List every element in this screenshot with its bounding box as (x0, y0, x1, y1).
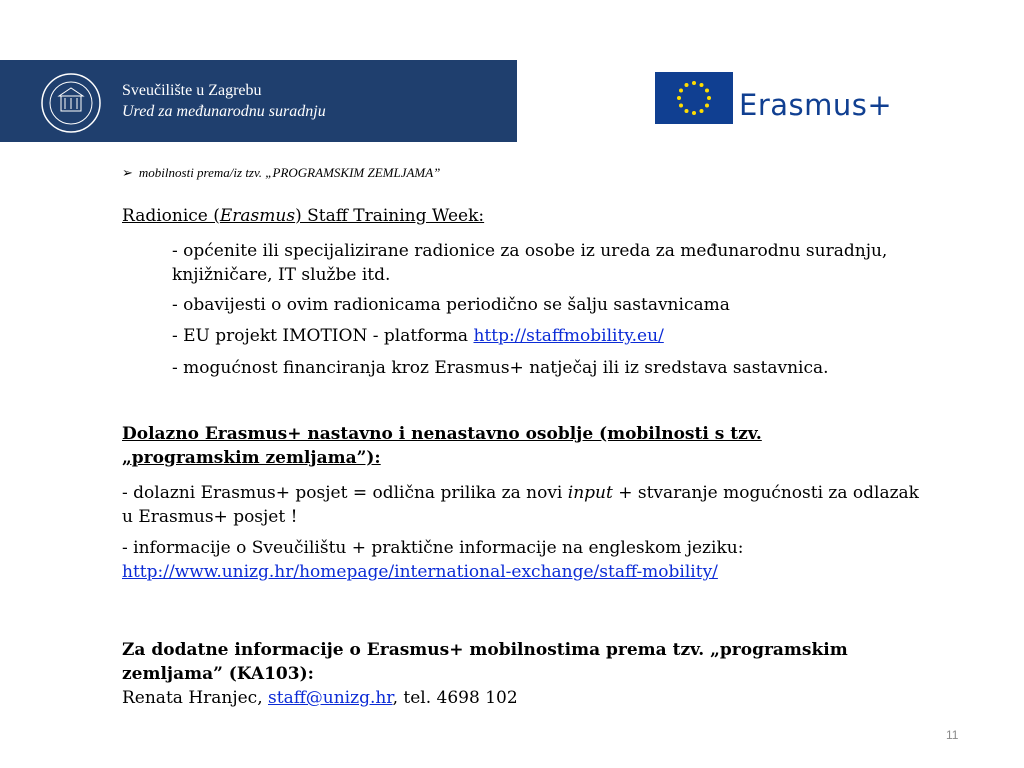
list-item-imotion (172, 324, 664, 348)
page-number: 11 (946, 728, 959, 742)
university-name: Sveučilište u Zagrebu (122, 82, 262, 99)
contact-email-link[interactable]: staff@unizg.hr (268, 688, 393, 708)
list-item: - obavijesti o ovim radionicama periodično se šalju sastavnicama (172, 295, 730, 315)
bullet-heading-text: mobilnosti prema/iz tzv. „PROGRAMSKIM ZEMLJAMA” (138, 165, 441, 180)
section2-title-line2: „programskim zemljama”): (122, 448, 381, 468)
contact-line (122, 686, 518, 710)
section1-title-prefix: Radionice ( (122, 206, 220, 226)
section1-title-suffix: ) Staff Training Week: (295, 206, 485, 226)
staff-mobility-link[interactable]: http://www.unizg.hr/homepage/international-exchange/staff-mobility/ (122, 562, 718, 582)
eu-flag-icon (655, 72, 733, 124)
section3-title-line1: Za dodatne informacije o Erasmus+ mobilnostima prema tzv. „programskim (122, 640, 848, 660)
university-banner (0, 60, 517, 142)
list-item: - mogućnost financiranja kroz Erasmus+ natječaj ili iz sredstava sastavnica. (172, 358, 829, 378)
list-item-continuation: knjižničare, IT službe itd. (172, 265, 391, 285)
university-seal-icon (40, 72, 102, 134)
bullet-heading (122, 165, 440, 181)
section3-title-line2: zemljama” (KA103): (122, 664, 314, 684)
section2-title-line1: Dolazno Erasmus+ nastavno i nenastavno osoblje (mobilnosti s tzv. (122, 424, 762, 444)
section1-title-em: Erasmus (219, 206, 296, 226)
section2-paragraph2: - informacije o Sveučilištu + praktične informacije na engleskom jeziku: (122, 538, 744, 558)
section2-p1-em: input (567, 483, 613, 503)
section2-p1-a: - dolazni Erasmus+ posjet = odlična prilika za novi (122, 483, 568, 503)
list-item: - općenite ili specijalizirane radionice za osobe iz ureda za međunarodnu suradnju, (172, 241, 888, 261)
contact-tel: , tel. 4698 102 (392, 688, 518, 708)
section2-paragraph1-line2: u Erasmus+ posjet ! (122, 507, 298, 527)
staff-mobility-link-row (122, 560, 718, 584)
section2-paragraph1 (122, 481, 919, 505)
erasmus-logo-text: Erasmus+ (739, 88, 893, 122)
arrow-bullet-icon: ➢ (122, 165, 133, 180)
office-name: Ured za međunarodnu suradnju (122, 103, 326, 120)
imotion-link[interactable]: http://staffmobility.eu/ (473, 326, 664, 346)
section2-p1-b: + stvaranje mogućnosti za odlazak (612, 483, 919, 503)
contact-name: Renata Hranjec, (122, 688, 269, 708)
section1-title (122, 204, 484, 228)
imotion-text: - EU projekt IMOTION - platforma (172, 326, 474, 346)
